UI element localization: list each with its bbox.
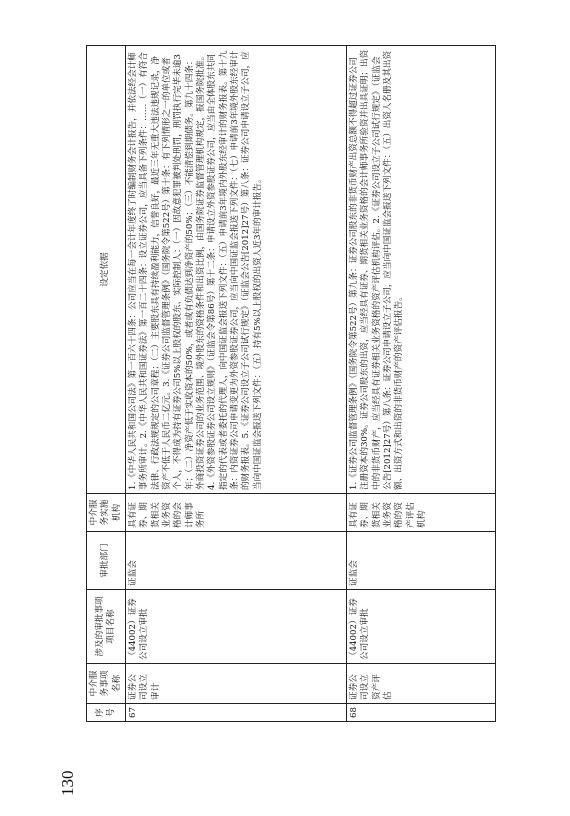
header-approval-dept: 审批部门 [87, 532, 126, 590]
row-approval-dept: 证监会 [347, 532, 496, 590]
table-header-row [87, 46, 126, 722]
row-agency: 具有证券、期货相关业务资格的会计师事务所 [126, 494, 347, 532]
row-service: 证券公司设立审计 [126, 664, 347, 704]
header-approval-item: 涉及的审批事项项目名称 [87, 590, 126, 664]
table-row [126, 46, 347, 722]
page-number: 130 [58, 770, 77, 796]
row-approval-item: （44002）证券公司设立审批 [126, 590, 347, 664]
header-seq: 序号 [87, 704, 126, 722]
row-agency: 具有证券、期货相关业务资格的资产评估机构 [347, 494, 496, 532]
intermediary-services-table [86, 45, 496, 722]
row-approval-item: （44002）证券公司设立审批 [347, 590, 496, 664]
row-basis [347, 46, 496, 494]
rotated-table-container [86, 45, 496, 722]
row-service: 证券公司设立资产评估 [347, 664, 496, 704]
basis-text: 1.《证券公司监督管理条例》（国务院令第522号）第九条：证券公司股东的非货币财产出资总额不得超过证券公司注册资本的30%。证券公司股东的出资，应当经具有证券、期货相关业务资格的会计师事务所验资并出具证明；出资中的非货币财产，应当经具有证券相关业务资格的资产评估机构评估。2.《证券公司设立子公司试行规定》（证监会公告[2012]27号）第八条：证券公司申请设立子公司，应当向中国证监会报送下列文件：（五）出资人名册及其出资额、出资方式和出资的非货币财产的资产评估报告。 [349, 49, 405, 490]
header-agency: 中介服务实施机构 [87, 494, 126, 532]
row-seq: 67 [126, 704, 347, 722]
row-approval-dept: 证监会 [126, 532, 347, 590]
row-basis [126, 46, 347, 494]
header-service: 中介服务事项名称 [87, 664, 126, 704]
table-row [347, 46, 496, 722]
header-basis: 设定依据 [87, 46, 126, 494]
row-seq: 68 [347, 704, 496, 722]
basis-text: 1.《中华人民共和国公司法》第一百六十四条：公司应当在每一会计年度终了时编制财务会计报告，并依法经会计师事务所审计。2.《中华人民共和国证券法》第一百二十四条：设立证券公司，应当具备下列条件：……（一）有符合法律、行政法规规定的公司章程；（二）主要股东具有持续盈利能力，信誉良好，最近三年无重大违法违规记录，净资产不低于人民币二亿元。3.《证券公司监督管理条例》（国务院令第522号）第十条：有下列情形之一的单位或者个人，不得成为持有证券公司5%以上股权的股东、实际控制人：（一）因故意犯罪被判处刑罚，刑罚执行完毕未逾3年；（二）净资产低于实收资本的50%，或者或有负债达到净资产的50%；（三）不能清偿到期债务。第九十四条：外商投资证券公司的业务范围、境外股东的资格条件和出资比例，由国务院证券监督管理机构规定，报国务院批准。4.《外资参股证券公司设立规则》（证监会令第86号）第十二条：申请设立外资参股证券公司，应当由全体股东共同指定的代表或者委托的代理人，向中国证监会报送下列文件：（五）申请前3年境内外股东经审计的财务报表。第十九条：内资证券公司申请变更为外资参股证券公司，应当向中国证监会报送下列文件：（七）申请前3年境外股东经审计的财务报表。5.《证券公司设立子公司试行规定》（证监会公告[2012]27号）第八条：证券公司申请设立子公司，应当向中国证监会报送下列文件：（五）持有5%以上股权的出资人近3年的审计报告。 [128, 50, 263, 490]
